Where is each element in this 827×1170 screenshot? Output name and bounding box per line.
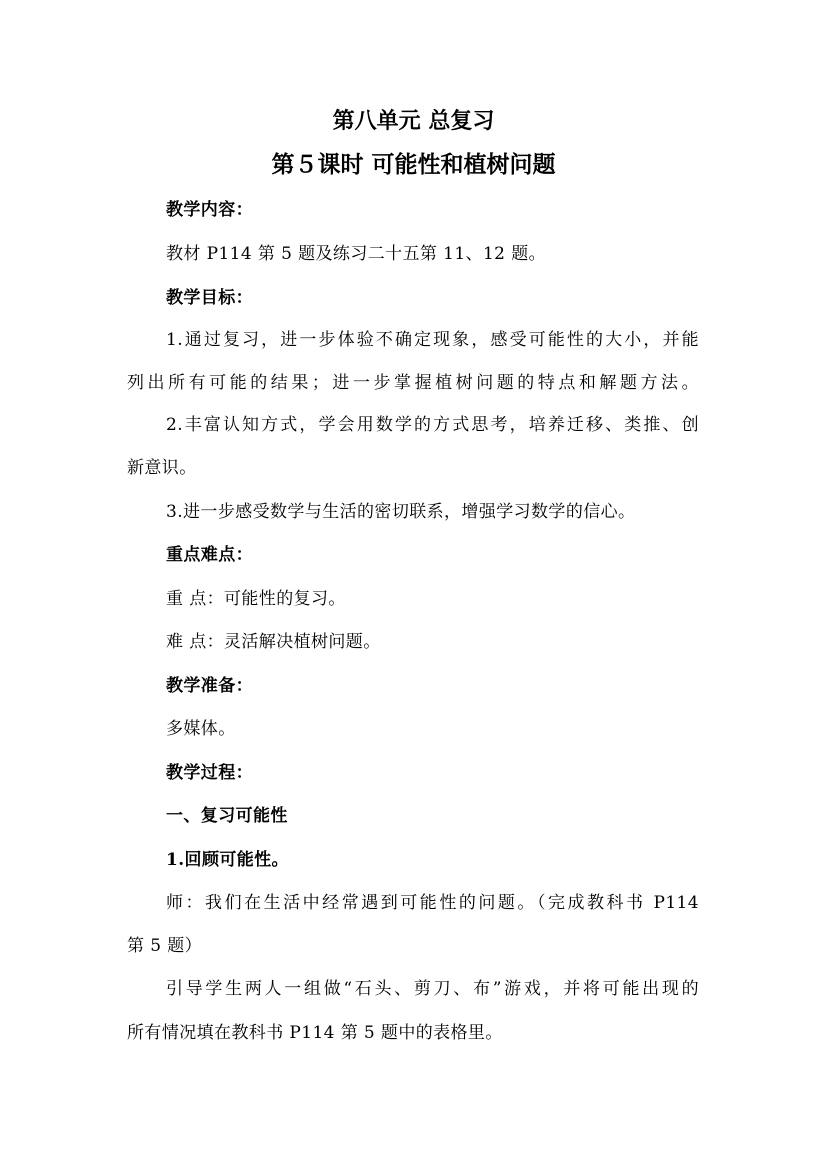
guide-line-1: 引导学生两人一组做“石头、剪刀、布”游戏，并将可能出现的	[166, 979, 699, 999]
prep-text: 多媒体。	[166, 719, 236, 739]
goal-1-line-2: 列出所有可能的结果；进一步掌握植树问题的特点和解题方法。	[127, 373, 699, 393]
content-heading: 教学内容：	[166, 200, 253, 220]
goal-3: 3.进一步感受数学与生活的密切联系，增强学习数学的信心。	[166, 502, 636, 522]
unit-title: 第八单元 总复习	[332, 108, 495, 134]
goal-2-line-1: 2.丰富认知方式，学会用数学的方式思考，培养迁移、类推、创	[166, 415, 699, 435]
content-text: 教材 P114 第 5 题及练习二十五第 11、12 题。	[166, 244, 546, 264]
key-point: 重 点：可能性的复习。	[166, 589, 346, 609]
goal-2-line-2: 新意识。	[127, 458, 197, 478]
difficult-point: 难 点：灵活解决植树问题。	[166, 632, 381, 652]
prep-heading: 教学准备：	[166, 676, 253, 696]
teacher-line-2: 第 5 题）	[127, 936, 203, 956]
keypoints-heading: 重点难点：	[166, 545, 253, 565]
section-1-heading: 一、复习可能性	[166, 806, 288, 826]
process-heading: 教学过程：	[166, 763, 253, 783]
goals-heading: 教学目标：	[166, 288, 253, 308]
subsection-1-heading: 1.回顾可能性。	[166, 850, 289, 870]
guide-line-2: 所有情况填在教科书 P114 第 5 题中的表格里。	[127, 1023, 503, 1043]
lesson-title: 第５课时 可能性和植树问题	[271, 151, 556, 178]
teacher-line-1: 师：我们在生活中经常遇到可能性的问题。（完成教科书 P114	[166, 893, 699, 913]
goal-1-line-1: 1.通过复习，进一步体验不确定现象，感受可能性的大小，并能	[166, 330, 699, 350]
